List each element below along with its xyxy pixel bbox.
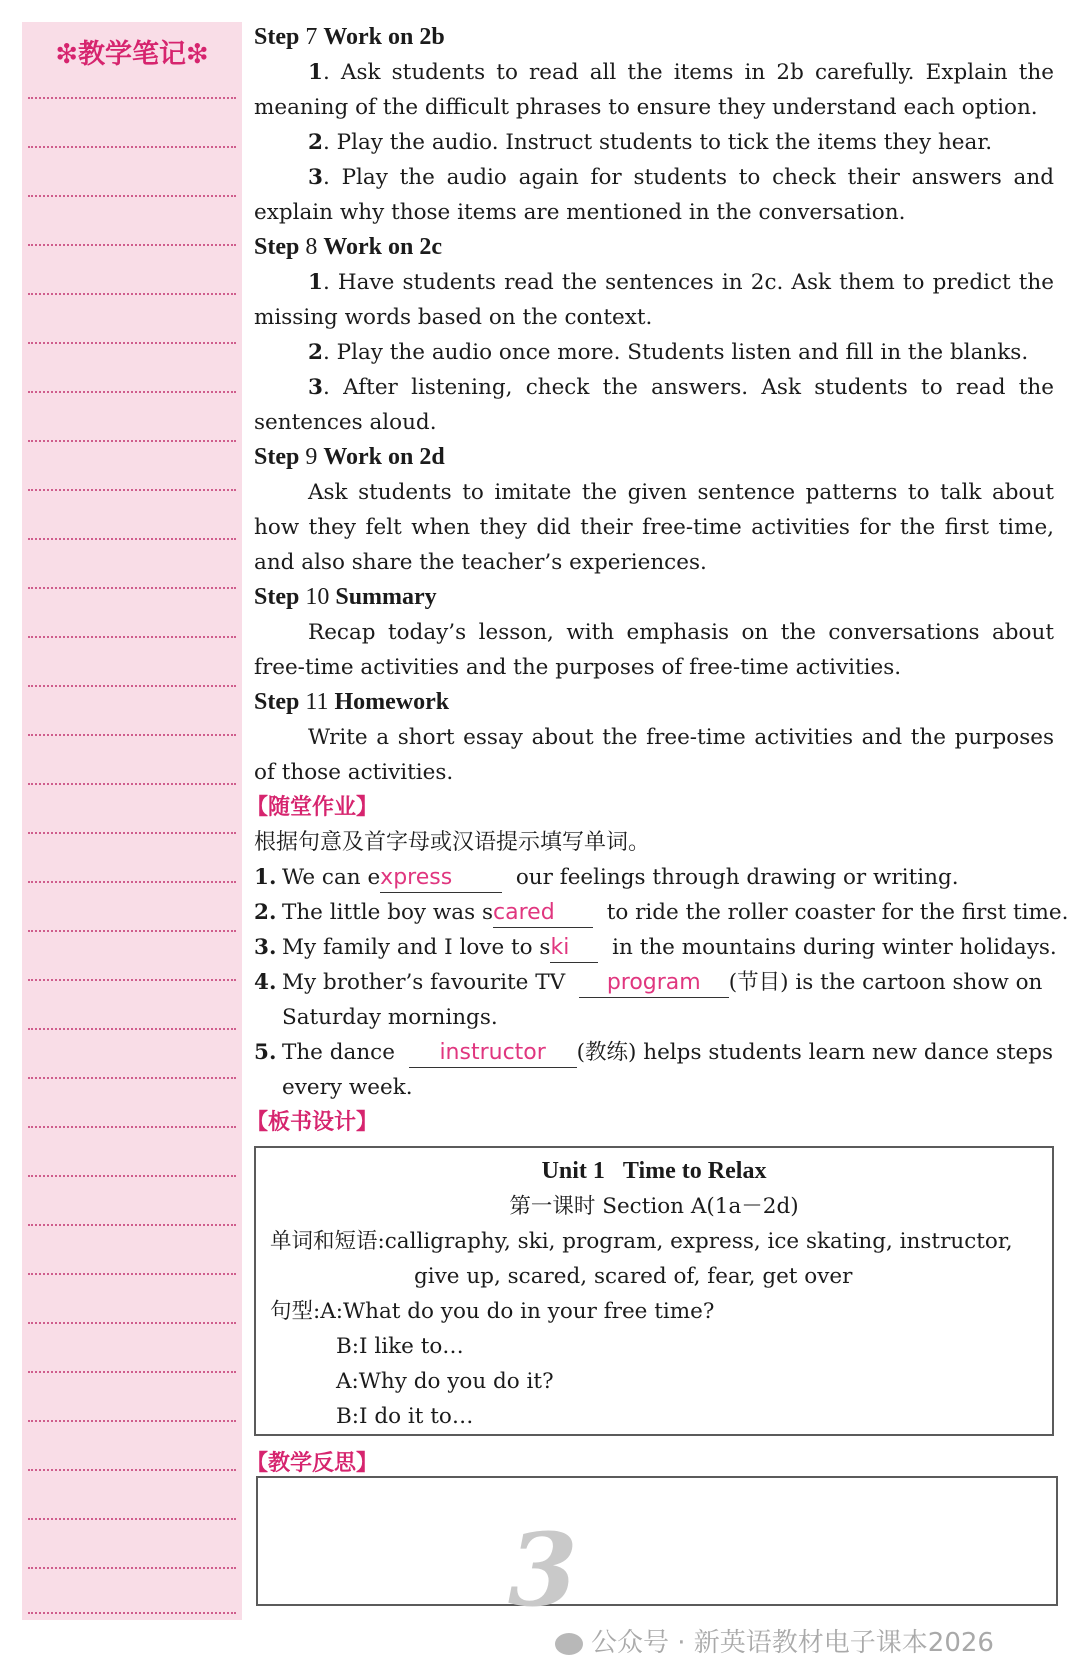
step-paragraph: Recap today’s lesson, with emphasis on the conversations about free-time activities and the purposes of free-time activities. — [254, 620, 1054, 680]
note-line — [28, 685, 236, 687]
note-line — [28, 1224, 236, 1226]
watermark: 公众号 · 新英语教材电子课本2026 — [555, 1622, 994, 1659]
step-paragraph: Ask students to imitate the given sentence patterns to talk about how they felt when they did their free-time activities for the first time, and also share the teacher’s experiences. — [254, 480, 1054, 575]
exercise-item-continued: every week. — [282, 1075, 413, 1100]
note-line — [28, 489, 236, 491]
note-line — [28, 1322, 236, 1324]
note-line — [28, 195, 236, 197]
step-heading: Step 7 Work on 2b — [254, 24, 445, 50]
note-line — [28, 1028, 236, 1030]
note-line — [28, 930, 236, 932]
board-vocab-line2: give up, scared, scared of, fear, get over — [414, 1264, 853, 1289]
classwork-heading: 【随堂作业】 — [246, 795, 379, 820]
board-vocab: 单词和短语:calligraphy, ski, program, express, ice skating, instructor, — [270, 1229, 1013, 1254]
note-line — [28, 832, 236, 834]
answer-blank: xpress — [380, 864, 502, 893]
note-line — [28, 97, 236, 99]
exercise-item: 3. My family and I love to ski in the mountains during winter holidays. — [254, 930, 1054, 965]
step-item: 2. Play the audio once more. Students listen and fill in the blanks. — [308, 340, 1029, 365]
note-line — [28, 440, 236, 442]
board-pattern: B:I like to… — [336, 1334, 464, 1359]
note-line — [28, 636, 236, 638]
note-line — [28, 1469, 236, 1471]
note-line — [28, 881, 236, 883]
board-pattern: B:I do it to… — [336, 1404, 474, 1429]
exercise-item: 5. The dance instructor (教练) helps students learn new dance steps — [254, 1035, 1054, 1070]
step-paragraph: Write a short essay about the free-time activities and the purposes of those activities. — [254, 725, 1054, 785]
answer-blank: instructor — [409, 1039, 577, 1068]
answer-blank: cared — [493, 899, 593, 928]
board-pattern: A:Why do you do it? — [336, 1369, 554, 1394]
exercise-item: 1. We can express our feelings through drawing or writing. — [254, 860, 1054, 895]
board-subtitle: 第一课时 Section A(1a－2d) — [509, 1194, 799, 1219]
note-line — [28, 293, 236, 295]
note-line — [28, 734, 236, 736]
main-content — [246, 20, 1069, 1481]
step-item: 1. Have students read the sentences in 2c. Ask them to predict the missing words based on the context. — [254, 270, 1054, 330]
note-line — [28, 783, 236, 785]
note-line — [28, 538, 236, 540]
note-line — [28, 1175, 236, 1177]
exercise-item: 4. My brother’s favourite TV program (节目) is the cartoon show on — [254, 965, 1054, 1000]
answer-blank: program — [579, 969, 729, 998]
board-title: Unit 1 Time to Relax — [541, 1158, 767, 1184]
board-design-box — [254, 1146, 1054, 1436]
step-item: 1. Ask students to read all the items in 2b carefully. Explain the meaning of the difficult phrases to ensure they understand each option. — [254, 60, 1054, 120]
note-line — [28, 1273, 236, 1275]
step-heading: Step 10 Summary — [254, 584, 437, 610]
note-line — [28, 1612, 236, 1614]
note-line — [28, 1420, 236, 1422]
step-heading: Step 9 Work on 2d — [254, 444, 445, 470]
note-line — [28, 1567, 236, 1569]
note-line — [28, 1371, 236, 1373]
step-heading: Step 11 Homework — [254, 689, 450, 715]
board-heading: 【板书设计】 — [246, 1110, 379, 1135]
note-line — [28, 1077, 236, 1079]
exercise-item: 2. The little boy was scared to ride the roller coaster for the first time. — [254, 895, 1054, 930]
note-line — [28, 146, 236, 148]
reflection-box — [256, 1476, 1058, 1606]
step-item: 3. After listening, check the answers. Ask students to read the sentences aloud. — [254, 375, 1054, 435]
note-line — [28, 391, 236, 393]
note-line — [28, 979, 236, 981]
board-pattern: 句型:A:What do you do in your free time? — [270, 1299, 715, 1324]
note-line — [28, 1126, 236, 1128]
step-item: 2. Play the audio. Instruct students to tick the items they hear. — [308, 130, 993, 155]
notes-column — [22, 22, 242, 1620]
reflection-heading: 【教学反思】 — [246, 1451, 379, 1476]
answer-blank: ki — [550, 934, 598, 963]
notes-title: ❇教学笔记❇ — [55, 39, 209, 70]
page-number: 3 — [508, 1511, 578, 1629]
note-line — [28, 1518, 236, 1520]
classwork-instruction: 根据句意及首字母或汉语提示填写单词。 — [254, 830, 651, 855]
wechat-icon — [555, 1633, 583, 1655]
step-item: 3. Play the audio again for students to check their answers and explain why those items are mentioned in the conversation. — [254, 165, 1054, 225]
note-line — [28, 587, 236, 589]
note-line — [28, 244, 236, 246]
step-heading: Step 8 Work on 2c — [254, 234, 443, 260]
exercise-item-continued: Saturday mornings. — [282, 1005, 498, 1030]
note-line — [28, 342, 236, 344]
